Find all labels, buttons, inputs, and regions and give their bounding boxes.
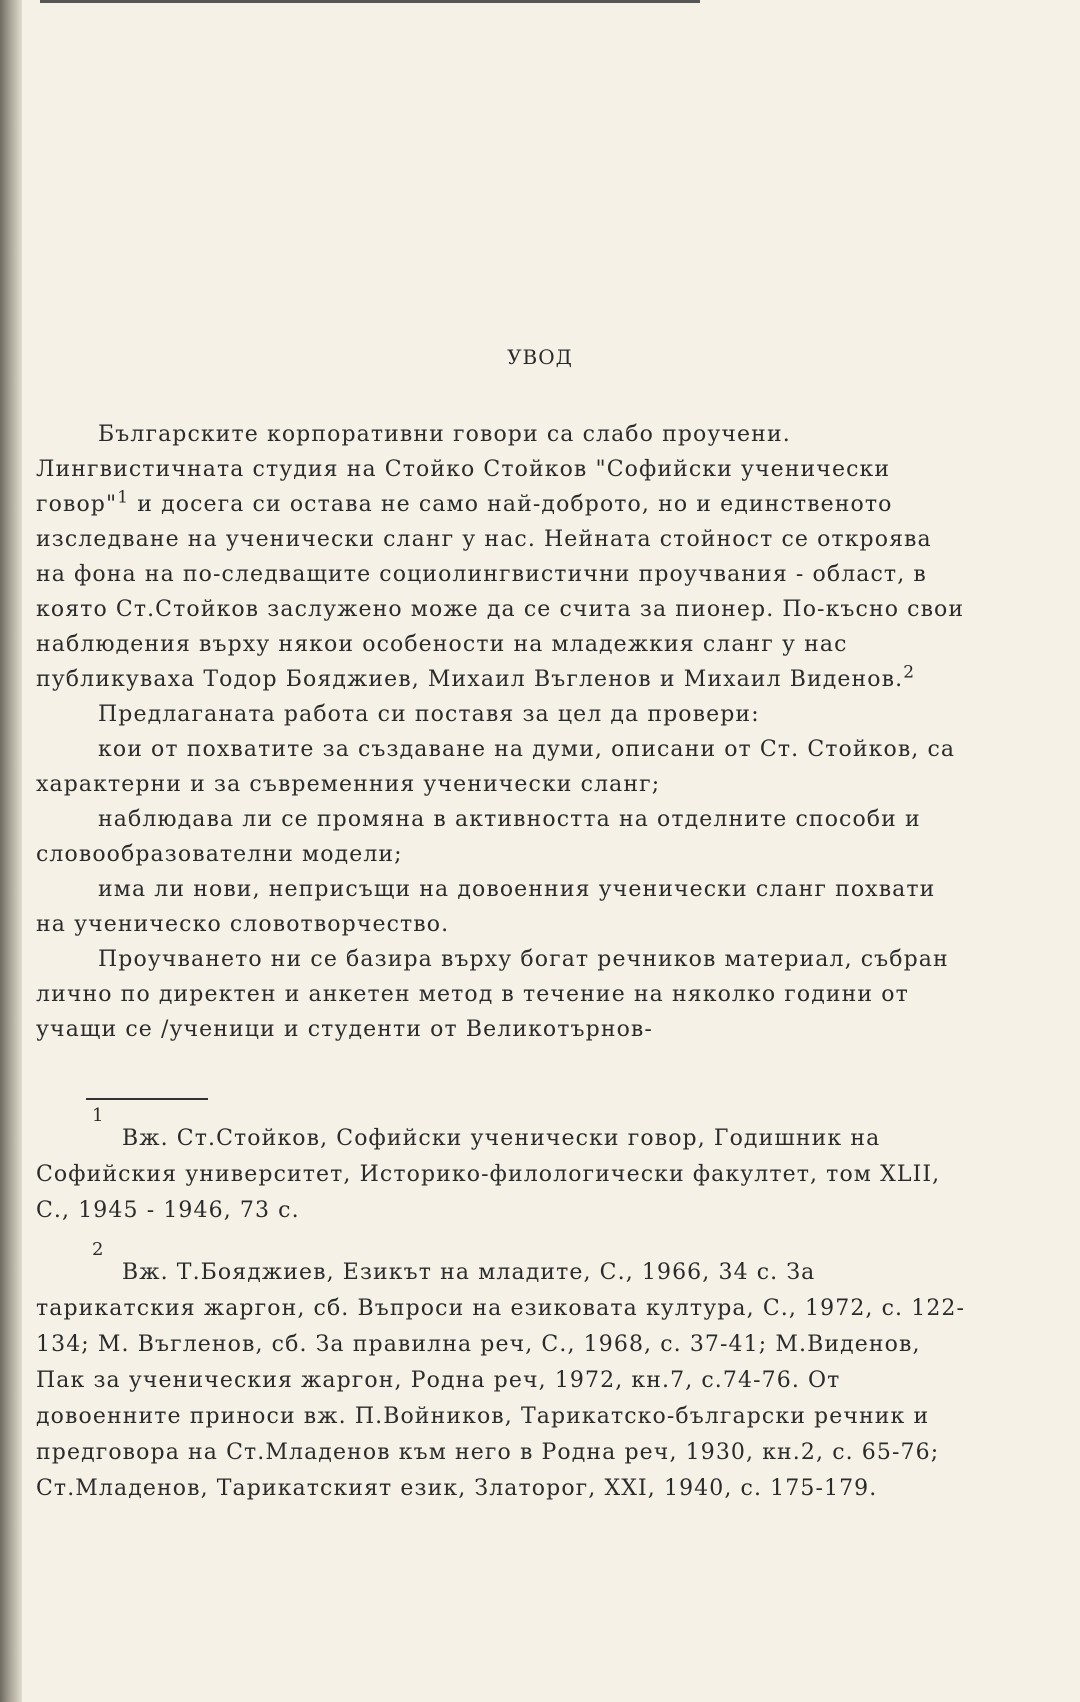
- footnote-number: 2: [92, 1239, 105, 1260]
- footnote-number: 1: [92, 1105, 105, 1126]
- paragraph-aim: Предлаганата работа си поставя за цел да провери:: [98, 702, 760, 727]
- paragraph-intro-text: Българските корпоративни говори са слабо проучени. Лингвистичната студия на Стойко Стойков "Софийски ученически говор": [36, 422, 891, 517]
- paragraph-question-3: има ли нови, неприсъщи на довоенния ученически сланг похвати на ученическо словотворчество.: [36, 877, 936, 937]
- footnote-separator: [86, 1098, 208, 1100]
- footnotes: [36, 1107, 966, 1507]
- top-edge-line: [40, 0, 700, 3]
- paragraph-question-2: наблюдава ли се промяна в активността на отделните способи и словообразователни модели;: [36, 807, 921, 867]
- footnote-1: [36, 1107, 966, 1229]
- paragraph-intro: [36, 417, 966, 697]
- footnote-2: [36, 1241, 966, 1507]
- paragraph-question-1: кои от похватите за създаване на думи, описани от Ст. Стойков, са характерни и за съвременния ученически сланг;: [36, 737, 956, 797]
- page-binding-edge: [0, 0, 22, 1702]
- paragraph-material: Проучването ни се базира върху богат речников материал, събран лично по директен и анкетен метод в течение на няколко години от учащи се /ученици и студенти от Великотърнов-: [36, 947, 949, 1042]
- paragraph-intro-text-cont: и досега си остава не само най-доброто, но и единственото изследване на ученически сланг у нас. Нейната стойност се откроява на фона на по-следващите социолингвистични проучвания - област, в която Ст.Стойков заслужено може да се счита за пионер. По-късно свои наблюдения върху някои особености на младежкия сланг у нас публикуваха Тодор Бояджиев, Михаил Въгленов и Михаил Виденов.: [36, 492, 965, 692]
- section-heading: УВОД: [507, 345, 573, 369]
- footnote-text: Вж. Т.Бояджиев, Езикът на младите, С., 1966, 34 с. За тарикатския жаргон, сб. Въпроси на езиковата култура, С., 1972, с. 122-134; М. Въгленов, сб. За правилна реч, С., 1968, с. 37-41; М.Виденов, Пак за ученическия жаргон, Родна реч, 1972, кн.7, с.74-76. От довоенните приноси вж. П.Войников, Тарикатско-български речник и предговора на Ст.Младенов към него в Родна реч, 1930, кн.2, с. 65-76; Ст.Младенов, Тарикатският език, Златорог, XXI, 1940, с. 175-179.: [36, 1260, 966, 1501]
- main-text: [36, 417, 966, 1047]
- footnote-ref-1: 1: [117, 487, 130, 508]
- footnote-text: Вж. Ст.Стойков, Софийски ученически говор, Годишник на Софийския университет, Историко-филологически факултет, том XLII, С., 1945 - 1946, 73 с.: [36, 1126, 941, 1223]
- footnote-ref-2: 2: [903, 662, 916, 683]
